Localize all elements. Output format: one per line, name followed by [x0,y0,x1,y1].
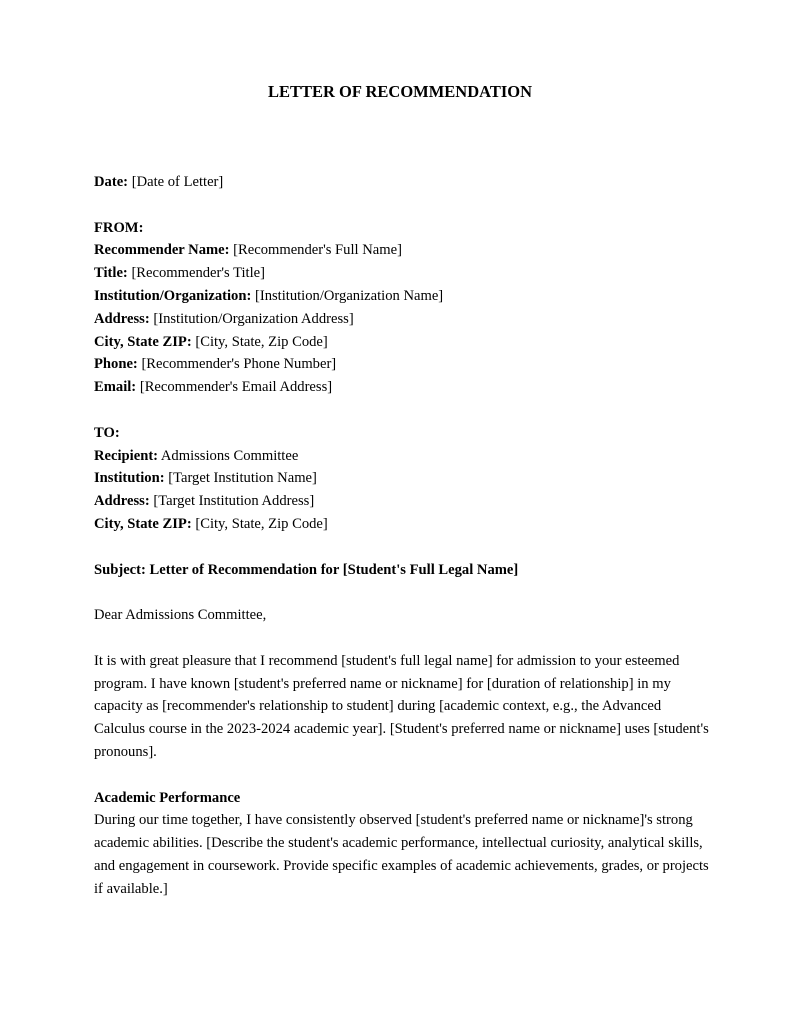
from-heading: FROM: [94,219,144,236]
from-field-row [94,376,706,399]
from-field-row [94,308,706,331]
field-value: [Recommender's Email Address] [139,379,333,396]
paragraph-line: pronouns]. [94,743,157,760]
from-field-row [94,353,706,376]
to-field-row [94,513,706,536]
paragraph-line: if available.] [94,880,168,897]
to-block [94,445,706,536]
paragraph-line: academic abilities. [Describe the student's academic performance, intellectual curiosity, analytical skills, [94,835,703,852]
letter-title: LETTER OF RECOMMENDATION [267,82,533,101]
field-value: [Institution/Organization Name] [254,287,444,304]
subject-line: Subject: Letter of Recommendation for [Student's Full Legal Name] [94,561,519,578]
field-label: Email: [94,379,137,396]
field-label: City, State ZIP: [94,515,192,532]
date-value: [Date of Letter] [131,174,224,190]
from-field-row [94,331,706,354]
field-label: Institution/Organization: [94,287,252,304]
to-field-row [94,490,706,513]
field-label: Address: [94,310,150,327]
field-value: [City, State, Zip Code] [195,333,328,350]
field-label: Recommender Name: [94,242,230,259]
letter-body [94,171,709,901]
academic-heading: Academic Performance [94,789,241,806]
field-value: [Recommender's Title] [131,265,265,282]
field-label: Address: [94,493,150,510]
from-field-row [94,239,706,262]
field-value: [Recommender's Phone Number] [141,356,337,373]
to-field-row [94,467,706,490]
to-heading: TO: [94,424,120,441]
to-field-row [94,445,706,468]
field-label: Institution: [94,470,165,487]
paragraph-line: program. I have known [student's preferred name or nickname] for [duration of relationship] in my [94,675,671,692]
paragraph-line: Calculus course in the 2023-2024 academic year]. [Student's preferred name or nickname] uses [student's [94,721,709,738]
from-field-row [94,262,706,285]
field-value: [Recommender's Full Name] [233,242,402,259]
field-value: [Target Institution Name] [168,470,317,487]
paragraph-line: During our time together, I have consistently observed [student's preferred name or nickname]'s strong [94,812,693,829]
paragraph-line: and engagement in coursework. Provide specific examples of academic achievements, grades, or projects [94,857,709,874]
field-label: Phone: [94,356,138,373]
from-block [94,239,706,399]
field-value: [Target Institution Address] [153,493,315,510]
salutation: Dear Admissions Committee, [94,607,267,624]
field-label: Title: [94,265,128,282]
field-value: Admissions Committee [160,447,299,464]
field-label: City, State ZIP: [94,333,192,350]
field-value: [Institution/Organization Address] [153,310,354,327]
from-field-row [94,285,706,308]
paragraph-line: capacity as [recommender's relationship to student] during [academic context, e.g., the Advanced [94,698,662,715]
academic-paragraph [94,809,709,900]
date-line [94,171,706,194]
paragraph-line: It is with great pleasure that I recommend [student's full legal name] for admission to your esteemed [94,652,680,669]
field-value: [City, State, Zip Code] [195,515,328,532]
field-label: Recipient: [94,447,159,464]
date-label: Date: [94,174,129,190]
intro-paragraph [94,650,709,764]
